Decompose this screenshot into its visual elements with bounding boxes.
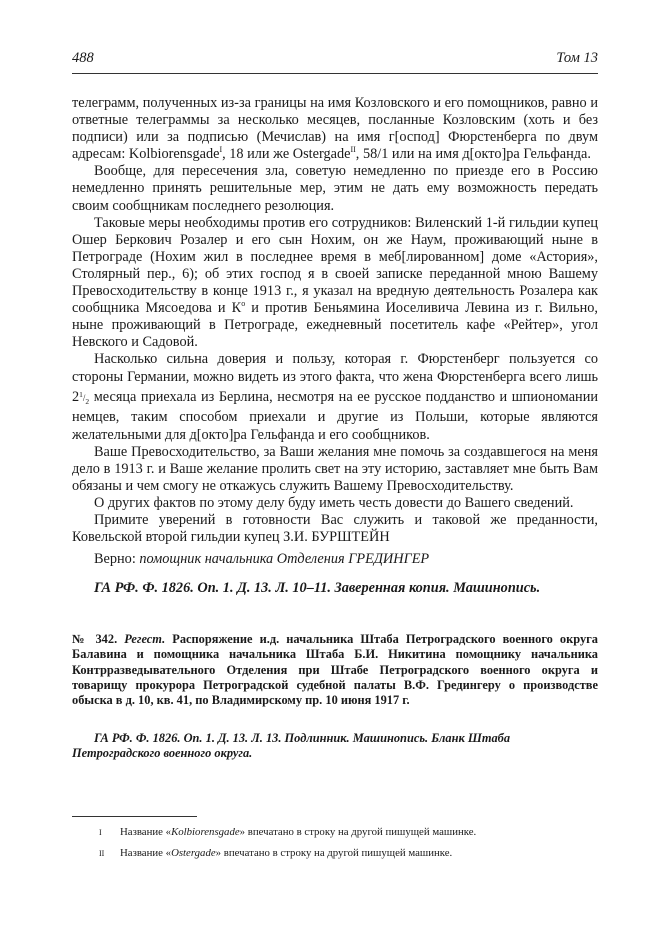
paragraph-5: Ваше Превосходительство, за Ваши желания мне помочь за создавшегося на меня дело в 1913 г. и Ваше желание пролить свет на эту историю, заставляет мне быть Вам обязаны и чем смогу не откажусь служить Вашему Превосходительству. [72,443,598,494]
paragraph-3: Таковые меры необходимы против его сотрудников: Виленский 1-й гильдии купец Ошер Беркович Розалер и его сын Нохим, он же Наум, проживающий ныне в Петрограде (Нохим жил в последнее время в меб[лированном] доме «Астория», Столярный пер., 6); об этих господ я в своей записке переданной мною Вашему Превосходительству в конце 1913 г., я указал на вредную деятельность Розалера как сообщника Мясоедова и $К^о$ и против Беньямина Иоселивича Левина из г. Вильно, ныне проживающий в Петрограде, ежедневный посетитель кафе «Рейтер», угол Невского и Садовой. [72,214,598,351]
header-rule [72,73,598,74]
footnote-rule [72,816,197,817]
footnote-2: II Название «Ostergade» впечатано в строку на другой пишущей машинке. [99,847,453,859]
paragraph-4: Насколько сильна доверия и пользу, которая г. Фюрстенберг пользуется со стороны Германии, можно видеть из этого факта, что жена Фюрстенберга всего лишь $2^1/_2$ месяца приехала из Берлина, несмотря на ее русское подданство и шпиономании немцев, таким способом приехали и другие из Польши, которые являются желательными для д[окто]ра Гельфанда и его сообщников. [72,351,598,443]
paragraph-2: Вообще, для пересечения зла, советую немедленно по приезде его в Россию немедленно принять решительные мер, этим не дать ему возможность передать своим сообщникам последнего резолюция. [72,163,598,214]
archive-source-1: ГА РФ. Ф. 1826. Оп. 1. Д. 13. Л. 10–11. Заверенная копия. Машинопись. [94,580,541,597]
letter-body [72,95,598,597]
paragraph-1: телеграмм, полученных из-за границы на имя Козловского и его помощников, равно и ответные телеграммы за несколько месяцев, посланные Козловским (хоть и без подписи) или за подписью (Мечислав) на имя г[оспод] Фюрстенберга по двум адресам: Kolbiorensgade$^I$, 18 или же Ostergade$^{II}$, 58/1 или на имя д[окто]ра Гельфанда. [72,95,598,163]
volume-label: Том 13 [556,50,598,66]
footnote-ref-2: II [350,145,356,155]
archive-source-2: ГА РФ. Ф. 1826. Оп. 1. Д. 13. Л. 13. Подлинник. Машинопись. Бланк Штаба Петроградского военного округа. [72,731,511,761]
certification-line: Верно: помощник начальника Отделения ГРЕДИНГЕР [94,551,430,568]
page-number: 488 [72,50,94,66]
document-342-heading: № 342. Регест. Распоряжение и.д. начальника Штаба Петроградского военного округа Балавина и помощника начальника Штаба Б.И. Никитина помощнику начальника Контрразведывательного Отделения при Штабе Петроградского военного округа и товарищу прокурора Петроградской судебной палаты В.Ф. Гредингеру о производстве обыска в д. 10, кв. 41, по Владимирскому пр. 10 июня 1917 г. [72,632,599,708]
footnote-ref-1: I [219,145,223,155]
footnote-1: I Название «Kolbiorensgade» впечатано в строку на другой пишущей машинке. [99,826,477,838]
paragraph-7: Примите уверений в готовности Вас служить и таковой же преданности, Ковельской второй гильдии купец З.И. БУРШТЕЙН [72,512,598,546]
paragraph-6: О других фактов по этому делу буду иметь честь довести до Вашего сведений. [94,494,574,511]
